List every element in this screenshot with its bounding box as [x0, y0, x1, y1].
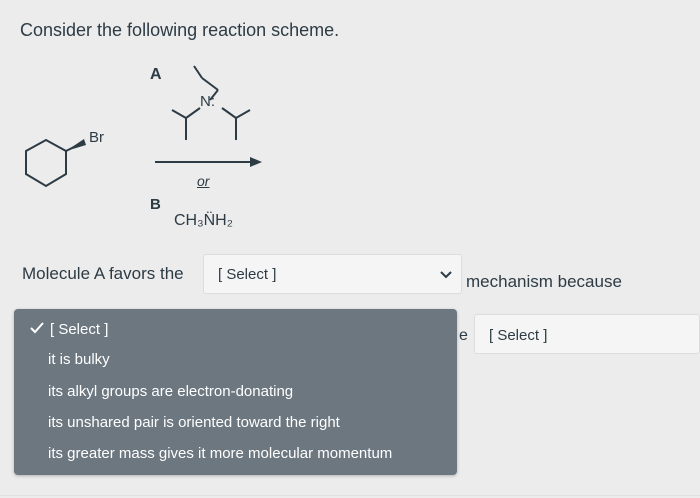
bottom-divider	[0, 495, 700, 496]
reason-select-value: [ Select ]	[489, 327, 548, 344]
page-prompt: Consider the following reaction scheme.	[20, 20, 340, 40]
reagent-a-label: A	[150, 66, 162, 83]
amine-bond-1	[202, 78, 218, 90]
chevron-down-icon	[439, 268, 453, 282]
dropdown-option[interactable]: its alkyl groups are electron-donating	[48, 383, 294, 400]
question-after-text: mechanism because	[466, 272, 622, 291]
amine-bond-4	[186, 108, 200, 118]
obscured-text: e	[459, 327, 468, 344]
mechanism-select[interactable]	[203, 254, 462, 294]
reaction-arrow-head	[250, 157, 262, 167]
nitrogen-label: N:	[200, 93, 215, 110]
reason-dropdown-menu	[14, 309, 457, 475]
bromide-label: Br	[89, 129, 104, 146]
reagent-b-label: B	[150, 196, 161, 213]
question-molecule: A	[93, 264, 105, 283]
amine-bond-2	[194, 66, 202, 78]
checkmark-icon	[30, 321, 44, 338]
dropdown-option[interactable]: it is bulky	[48, 351, 110, 368]
wedge-bond	[66, 139, 86, 151]
cyclohexane-ring	[26, 140, 66, 186]
amine-bond-5	[172, 110, 186, 118]
amine-bond-8	[236, 110, 250, 118]
reason-select[interactable]	[474, 314, 700, 354]
dropdown-option[interactable]: its greater mass gives it more molecular momentum	[48, 445, 393, 462]
dropdown-option-label: [ Select ]	[50, 321, 109, 338]
dropdown-option-selected[interactable]	[30, 321, 108, 338]
methylamine-label: CH₃N̈H₂	[174, 212, 233, 229]
question-sentence	[22, 264, 184, 284]
amine-bond-7	[222, 108, 236, 118]
question-text-after: favors the	[104, 264, 184, 283]
or-label: or	[197, 173, 210, 189]
question-text-before: Molecule	[22, 264, 94, 283]
mechanism-select-value: [ Select ]	[218, 266, 277, 283]
dropdown-option[interactable]: its unshared pair is oriented toward the right	[48, 414, 340, 431]
